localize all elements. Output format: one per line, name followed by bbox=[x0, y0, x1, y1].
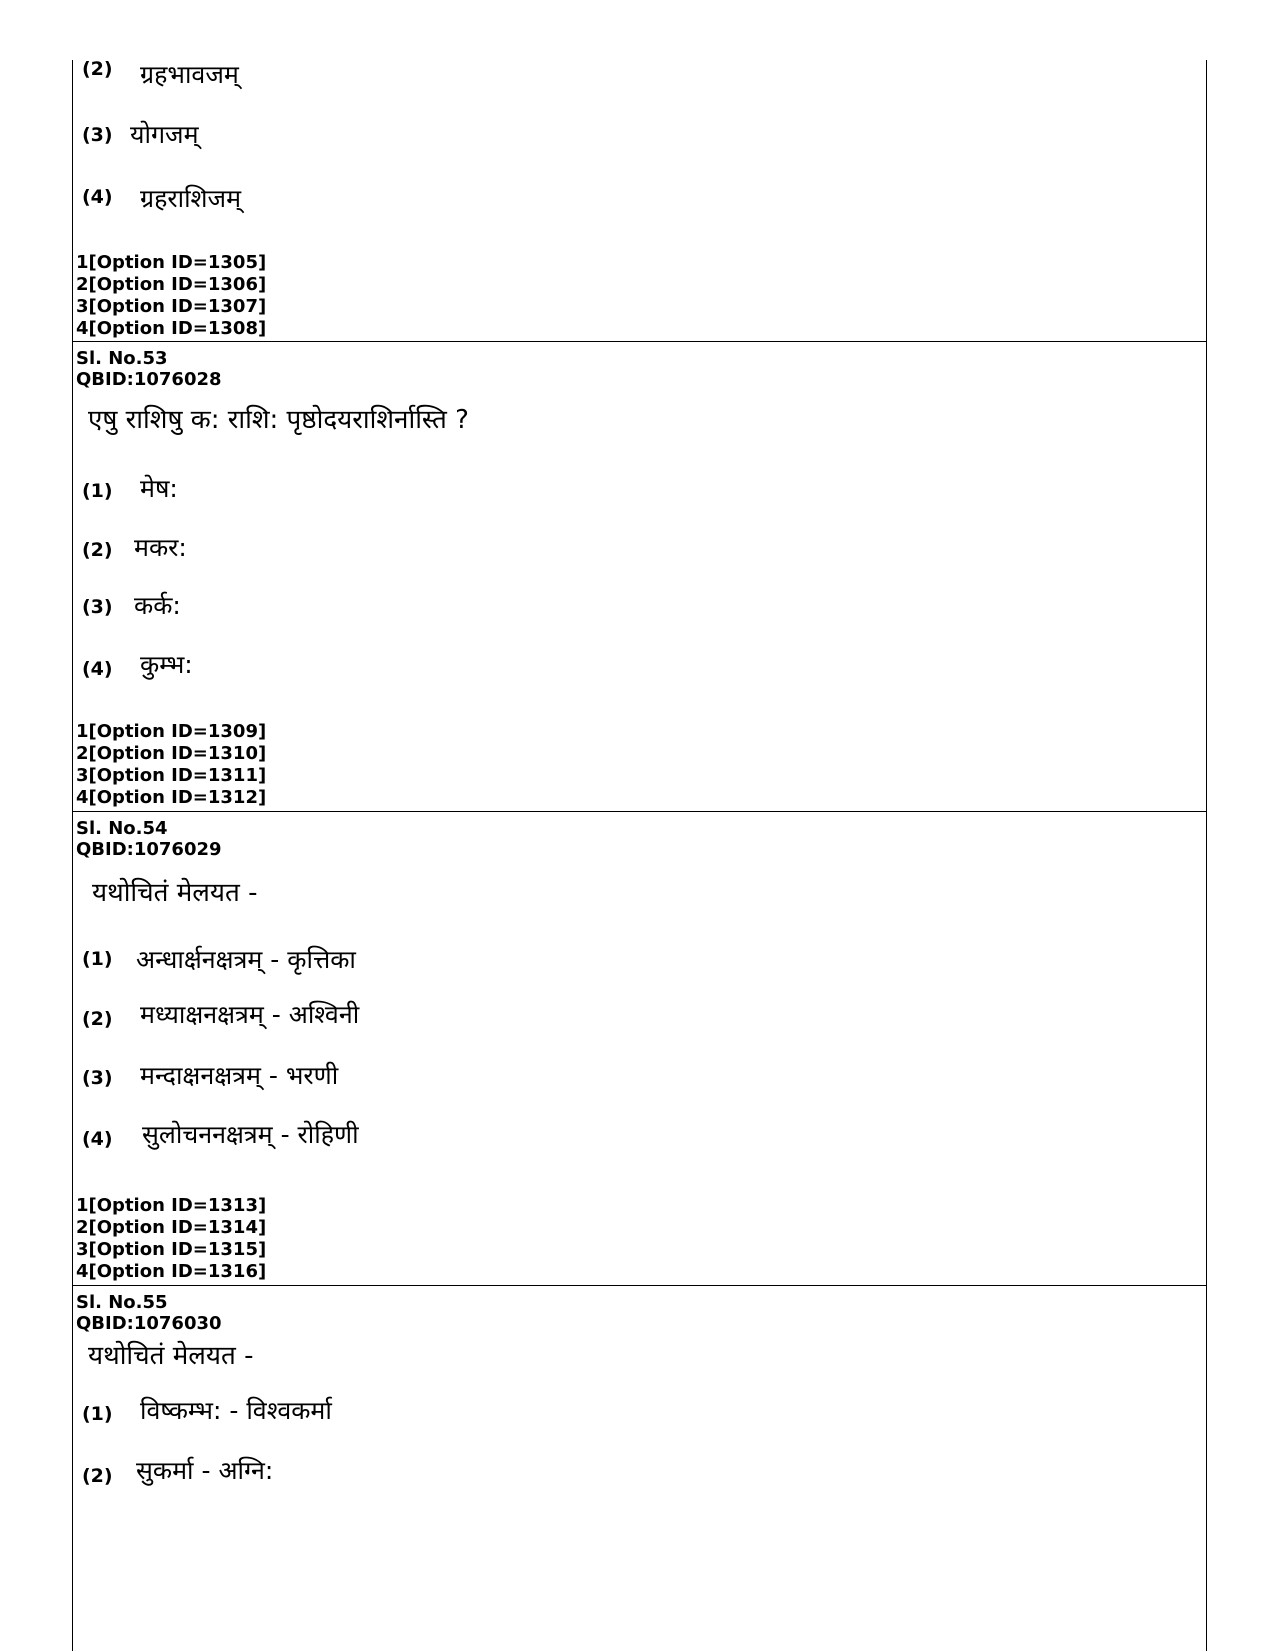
option-id-list bbox=[76, 721, 266, 809]
question-text: यथोचितं मेलयत - bbox=[88, 1341, 254, 1371]
option-number: (1) bbox=[82, 948, 113, 970]
qbid: QBID:1076029 bbox=[76, 839, 222, 860]
option-id: 3[Option ID=1311] bbox=[76, 765, 267, 786]
row-divider bbox=[72, 811, 1207, 812]
option-id: 2[Option ID=1314] bbox=[76, 1217, 267, 1238]
option-number: (1) bbox=[82, 480, 113, 502]
serial-number: Sl. No.55 bbox=[76, 1292, 168, 1313]
option-id: 3[Option ID=1307] bbox=[76, 296, 267, 317]
option-text: योगजम् bbox=[130, 120, 199, 149]
option-number: (3) bbox=[82, 124, 113, 146]
option-number: (2) bbox=[82, 1465, 113, 1487]
option-number: (1) bbox=[82, 1403, 113, 1425]
option-text: विष्कम्भ: - विश्वकर्मा bbox=[140, 1396, 332, 1425]
option-number: (3) bbox=[82, 596, 113, 618]
option-text: ग्रहराशिजम् bbox=[140, 184, 242, 213]
option-text: अन्धार्क्षनक्षत्रम् - कृत्तिका bbox=[136, 945, 356, 974]
option-id: 4[Option ID=1312] bbox=[76, 787, 267, 808]
option-id: 2[Option ID=1306] bbox=[76, 274, 267, 295]
option-text: सुलोचननक्षत्रम् - रोहिणी bbox=[142, 1120, 359, 1149]
serial-number: Sl. No.54 bbox=[76, 818, 168, 839]
option-number: (2) bbox=[82, 58, 113, 80]
option-id: 1[Option ID=1313] bbox=[76, 1195, 267, 1216]
option-id: 3[Option ID=1315] bbox=[76, 1239, 267, 1260]
option-text: सुकर्मा - अग्नि: bbox=[136, 1456, 274, 1485]
question-text: एषु राशिषु क: राशि: पृष्ठोदयराशिर्नास्ति ? bbox=[88, 405, 469, 435]
row-divider bbox=[72, 341, 1207, 342]
option-text: कर्क: bbox=[134, 591, 181, 620]
option-id: 4[Option ID=1308] bbox=[76, 318, 267, 339]
option-number: (3) bbox=[82, 1067, 113, 1089]
option-text: मध्याक्षनक्षत्रम् - अश्विनी bbox=[140, 1000, 360, 1029]
option-number: (4) bbox=[82, 1128, 113, 1150]
option-text: मन्दाक्षनक्षत्रम् - भरणी bbox=[140, 1061, 339, 1090]
option-id-list bbox=[76, 1195, 266, 1283]
option-id: 1[Option ID=1305] bbox=[76, 252, 267, 273]
option-id: 4[Option ID=1316] bbox=[76, 1261, 267, 1282]
option-id: 2[Option ID=1310] bbox=[76, 743, 267, 764]
option-number: (4) bbox=[82, 658, 113, 680]
option-id-list bbox=[76, 252, 266, 340]
option-text: कुम्भ: bbox=[140, 650, 193, 679]
row-divider bbox=[72, 1285, 1207, 1286]
option-text: ग्रहभावजम् bbox=[140, 60, 239, 89]
option-id: 1[Option ID=1309] bbox=[76, 721, 267, 742]
option-number: (2) bbox=[82, 1008, 113, 1030]
serial-number: Sl. No.53 bbox=[76, 348, 168, 369]
option-number: (2) bbox=[82, 539, 113, 561]
qbid: QBID:1076028 bbox=[76, 369, 222, 390]
option-number: (4) bbox=[82, 186, 113, 208]
question-text: यथोचितं मेलयत - bbox=[92, 878, 258, 908]
option-text: मकर: bbox=[134, 533, 187, 562]
qbid: QBID:1076030 bbox=[76, 1313, 222, 1334]
option-text: मेष: bbox=[140, 474, 178, 503]
